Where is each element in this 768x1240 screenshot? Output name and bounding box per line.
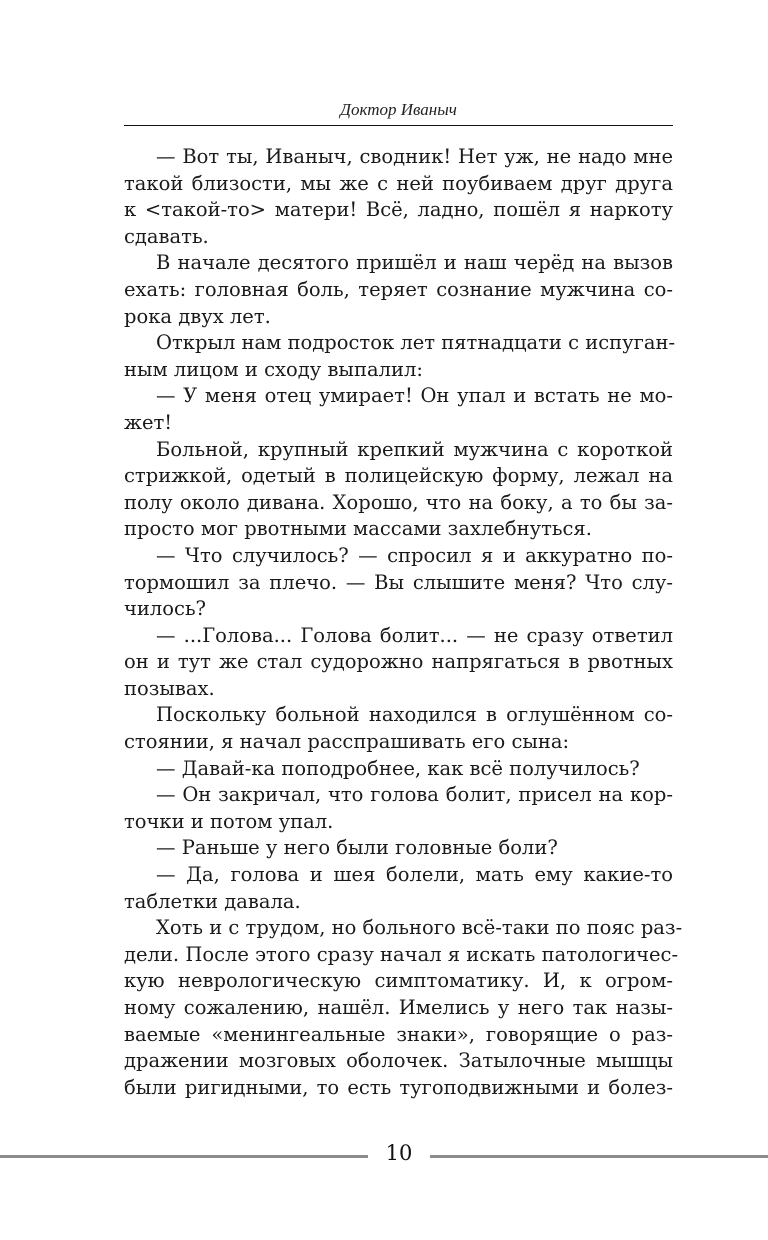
page-footer: [0, 1140, 768, 1166]
text-line: стрижкой, одетый в полицейскую форму, лежал на: [124, 464, 673, 488]
running-head-title: Доктор Иваныч: [340, 100, 457, 119]
text-line: были ригидными, то есть тугоподвижными и болез-: [124, 1075, 673, 1099]
text-line: просто мог рвотными массами захлебнуться.: [124, 517, 592, 541]
text-line: Хоть и с трудом, но больного всё-таки по пояс раз-: [156, 916, 683, 940]
body-text: [124, 144, 683, 1101]
text-line: Поскольку больной находился в оглушённом со-: [156, 703, 673, 727]
text-line: ному сожалению, нашёл. Имелись у него так назы-: [124, 996, 673, 1019]
text-line: стоянии, я начал расспрашивать его сына:: [124, 730, 570, 754]
text-line: — Вот ты, Иваныч, сводник! Нет уж, не надо мне: [156, 145, 673, 168]
text-line: кую неврологическую симптоматику. И, к огром-: [124, 969, 673, 993]
text-line: чилось?: [124, 597, 207, 621]
text-line: — ...Голова... Голова болит... — не сразу ответил: [156, 623, 673, 647]
text-line: — Давай-ка поподробнее, как всё получилось?: [156, 756, 640, 780]
text-line: полу около дивана. Хорошо, что на боку, а то бы за-: [124, 490, 673, 514]
text-line: ваемые «менингеальные знаки», говорящие о раз-: [124, 1022, 673, 1046]
text-line: Открыл нам подросток лет пятнадцати с испуган-: [156, 331, 676, 355]
text-line: таблетки давала.: [124, 889, 301, 913]
text-line: к <такой-то> матери! Всё, ладно, пошёл я наркоту: [124, 198, 673, 222]
page-number: 10: [385, 1141, 413, 1165]
text-line: тормошил за плечо. — Вы слышите меня? Что слу-: [124, 570, 673, 594]
text-line: точки и потом упал.: [124, 809, 334, 833]
text-line: Больной, крупный крепкий мужчина с короткой: [156, 437, 673, 461]
text-line: — У меня отец умирает! Он упал и встать не мо-: [156, 384, 673, 408]
footer-rule-left: [0, 1155, 368, 1158]
text-line: — Он закричал, что голова болит, присел на кор-: [156, 783, 673, 807]
text-line: рока двух лет.: [124, 304, 271, 328]
text-line: ехать: головная боль, теряет сознание мужчина со-: [124, 277, 673, 301]
text-line: дели. После этого сразу начал я искать патологичес-: [124, 942, 679, 966]
text-line: — Что случилось? — спросил я и аккуратно по-: [156, 543, 673, 567]
text-line: В начале десятого пришёл и наш черёд на вызов: [156, 251, 673, 275]
header-rule: [124, 125, 673, 126]
text-line: он и тут же стал судорожно напрягаться в рвотных: [124, 650, 673, 674]
text-line: — Раньше у него были головные боли?: [156, 836, 558, 860]
footer-rule-right: [430, 1155, 768, 1158]
text-line: позывах.: [124, 676, 215, 700]
text-line: ным лицом и сходу выпалил:: [124, 357, 423, 381]
text-line: дражении мозговых оболочек. Затылочные мышцы: [124, 1049, 673, 1073]
text-line: такой близости, мы же с ней поубиваем друг друга: [124, 171, 673, 195]
text-line: сдавать.: [124, 224, 209, 248]
text-line: — Да, голова и шея болели, мать ему какие-то: [156, 863, 673, 887]
text-line: жет!: [124, 410, 173, 434]
